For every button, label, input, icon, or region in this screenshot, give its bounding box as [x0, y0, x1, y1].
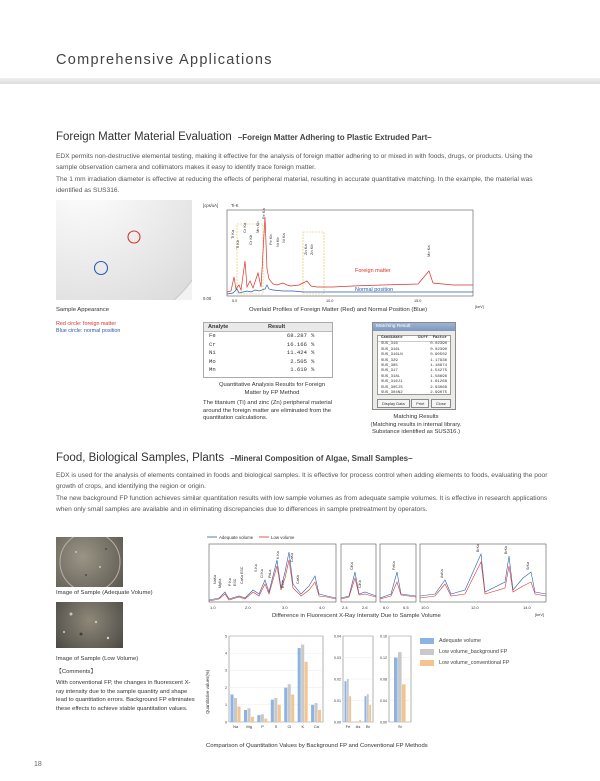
xray-x-tick: 2.6: [362, 605, 368, 610]
peak-label: Cr Ka: [242, 222, 247, 233]
xray-x-tick: 1.0: [210, 605, 216, 610]
sample-low-caption: Image of Sample (Low Volume): [56, 656, 139, 662]
bar-ca-2: [318, 710, 321, 722]
bar-category-label: Fe: [345, 724, 351, 729]
sample-adequate-texture: [56, 537, 123, 587]
bar-y-tick: 3: [225, 668, 227, 673]
xray-peak-label: BrKa: [476, 544, 480, 552]
table-row: [207, 341, 316, 350]
xray-peak-label: CaKa ESC: [240, 566, 244, 584]
bar-p-0: [257, 715, 260, 722]
bar-y-tick: 1: [225, 703, 227, 708]
bar-br-0: [365, 696, 367, 722]
sample-photo: [56, 200, 192, 300]
red-circle-note: Red circle: foreign matter: [56, 321, 117, 327]
bar-p-1: [261, 714, 264, 722]
page-title: Comprehensive Applications: [56, 52, 273, 68]
spectrum-y-unit: [cps/uA]: [203, 203, 219, 208]
analyte-cell: Mn: [209, 366, 216, 373]
peak-label: Mo Ka: [426, 245, 431, 257]
bar-na-1: [234, 698, 237, 722]
candidate-name: SUS_305JS: [381, 385, 403, 390]
xray-peak-label: ClKa: [350, 562, 354, 570]
result-cell: 11.424: [286, 349, 307, 356]
bar-mg-0: [244, 710, 247, 722]
result-cell: 1.619: [290, 366, 307, 373]
page-number: 18: [34, 761, 42, 768]
display-data-button[interactable]: Display Data: [377, 399, 410, 408]
xray-peak-label: S Ka: [254, 564, 258, 572]
bar-y-tick: 4: [225, 651, 227, 656]
xray-x-tick: 3.0: [282, 605, 288, 610]
quant-comparison-chart: [203, 630, 415, 738]
title-divider: [0, 78, 600, 84]
xray-peak-label: K Kb: [281, 580, 285, 588]
xray-peak-label: P Ka: [228, 578, 232, 586]
section2-subtitle: –Mineral Composition of Algae, Small Samples–: [230, 454, 413, 463]
sample-low-texture: [56, 602, 123, 648]
legend-label: Low volume_conventional FP: [439, 659, 510, 666]
section2-para1: EDX is used for the analysis of elements contained in foods and biological samples. It is effective for process control when adding elements to foods, evaluating the poor growth of crops, and identifying the region or origin.: [56, 472, 548, 491]
section2-heading: [56, 452, 413, 464]
candidate-factor: 1.18874: [430, 364, 447, 369]
xray-peak-label: AsKa: [440, 569, 444, 578]
peak-label: Mn Kb: [255, 221, 260, 233]
xray-peak-label: SrKa: [526, 562, 530, 570]
matching-caption-title: Matching Results: [393, 414, 439, 420]
bar-fe-2: [349, 696, 351, 722]
table-row: [207, 332, 316, 341]
xray-peak-label: NaKa: [213, 575, 217, 584]
section1-heading: [56, 131, 432, 143]
bar-y-tick: 0.04: [334, 634, 341, 639]
candidate-factor: 0.90502: [430, 353, 447, 358]
candidate-name: SUS_317: [381, 369, 398, 374]
xray-peak-label: Cl Ka: [260, 569, 264, 578]
unit-cell: %: [311, 332, 315, 339]
xray-peak-label: CaKb: [296, 575, 300, 584]
candidate-name: SUS_316L: [381, 347, 401, 352]
bar-br-2: [369, 705, 371, 722]
bar-s-2: [278, 705, 281, 722]
xray-peak-label: PbLa: [268, 569, 272, 578]
legend-swatch: [420, 660, 434, 666]
close-button[interactable]: Close: [431, 399, 451, 408]
peak-label: Zn Ka: [303, 244, 308, 255]
spectrum-x-unit: [keV]: [475, 305, 484, 309]
xray-x-tick: 10.0: [421, 605, 429, 610]
comments-text: With conventional FP, the changes in fluorescent X-ray intensity due to the sample quantity and shape lead to quantitation errors. Background FP eliminates these effects to achieve stable quantitation values.: [56, 680, 195, 712]
legend-normal-position: Normal position: [355, 287, 394, 293]
matching-list: [377, 335, 451, 395]
table-row: [207, 358, 316, 367]
peak-label: Zn Kb: [309, 244, 314, 255]
candidate-name: SUS_316J1: [381, 380, 403, 385]
candidate-name: SUS_304N2: [381, 391, 403, 396]
xray-peak-label: K Ka: [276, 551, 280, 559]
blue-circle-note: Blue circle: normal position: [56, 328, 121, 334]
xray-intensity-chart: [205, 532, 550, 622]
matching-caption-line2: (Matching results in internal library.: [370, 421, 462, 428]
result-cell: 16.166: [286, 340, 307, 348]
quant-note: The titanium (Ti) and zinc (Zn) peripheral material around the foreign matter are eliminated from the quantitation calculations.: [203, 400, 333, 422]
bar-na-0: [231, 694, 234, 722]
bar-sr-0: [394, 658, 398, 723]
candidate-factor: 1.58696: [430, 374, 447, 379]
bar-category-label: Na: [233, 724, 239, 729]
bar-y-tick: 0.02: [334, 677, 341, 682]
result-cell: 2.505: [290, 357, 307, 365]
bar-mg-2: [251, 717, 254, 722]
legend-swatch: [420, 638, 434, 644]
xray-panel-3: [380, 544, 416, 602]
bar-k-0: [298, 648, 301, 722]
legend-background-fp: [420, 646, 560, 657]
legend-label: Adequate volume: [439, 637, 481, 644]
quant-legend: [420, 635, 560, 668]
bar-y-tick: 2: [225, 685, 227, 690]
section1-subtitle: –Foreign Matter Adhering to Plastic Extruded Part–: [237, 133, 432, 142]
peak-label: Fe Kb: [268, 234, 273, 245]
bar-ca-1: [315, 703, 318, 722]
quant-results-table: [203, 322, 333, 378]
quant-table-header: [204, 323, 332, 332]
candidate-factor: 1.54275: [430, 369, 447, 374]
legend-adequate-label: Adequate volume: [219, 535, 254, 540]
bar-mg-1: [247, 708, 250, 722]
bar-category-label: As: [355, 724, 361, 729]
spectrum-x-tick: 5.0: [232, 299, 238, 303]
sample-adequate-image: [56, 537, 123, 587]
peak-label: Ni Kb: [275, 237, 280, 247]
candidate-name: SUS_316LN: [381, 353, 403, 358]
bar-y-tick: 0.00: [334, 720, 341, 725]
candidate-factor: 2.99075: [430, 391, 447, 396]
col-factor: Diff. Factor: [418, 336, 447, 340]
candidate-factor: 0.02390: [430, 342, 447, 347]
peak-label: Cr Kb: [248, 234, 253, 245]
bar-y-tick: 0: [225, 720, 227, 725]
xray-peak-label: ESC: [233, 578, 237, 586]
section2-para2: The new background FP function achieves similar quantitation results with low sample volumes as from adequate sample volumes. It is effective in research applications when only small samples are available and in eliminating discrepancies due to differences in sample pretreatment by operators.: [56, 495, 548, 514]
section1-title: Foreign Matter Material Evaluation: [56, 131, 232, 143]
analyte-cell: Fe: [209, 332, 216, 339]
bar-y-tick: 0.12: [380, 655, 387, 660]
candidate-factor: 1.61268: [430, 380, 447, 385]
bar-ca-0: [311, 705, 314, 722]
matching-result-window: [372, 322, 456, 410]
spectrum-x-tick: 15.0: [414, 299, 422, 303]
result-cell: 68.287: [286, 332, 307, 339]
candidate-factor: 0.02390: [430, 347, 447, 352]
matching-caption: [356, 414, 476, 437]
analyte-cell: Cr: [209, 340, 216, 348]
legend-conventional-fp: [420, 657, 560, 668]
spectrum-caption: Overlaid Profiles of Foreign Matter (Red) and Normal Position (Blue): [249, 307, 428, 313]
bar-category-label: Cl: [287, 724, 292, 729]
bar-cl-1: [288, 684, 291, 722]
peak-label: Ti Kb: [235, 239, 240, 249]
bar-y-tick: 5: [225, 634, 227, 639]
list-item[interactable]: [378, 391, 450, 396]
peak-label: Ti Ka: [230, 229, 235, 239]
bar-y-tick: 0.04: [380, 698, 387, 703]
table-row: [207, 349, 316, 358]
xray-x-tick: 6.0: [383, 605, 389, 610]
xray-x-tick: 2.0: [245, 605, 251, 610]
matching-window-title: Matching Result: [373, 323, 455, 331]
peak-label: Ni Ka: [281, 233, 286, 243]
bar-k-2: [305, 662, 308, 722]
unit-cell: %: [311, 340, 315, 348]
col-candidate: Candidate: [381, 336, 403, 340]
spectrum-x-tick: 10.0: [326, 299, 334, 303]
bar-s-1: [274, 698, 277, 722]
xray-peak-label: FeKa: [392, 561, 396, 570]
bar-sr-2: [402, 684, 406, 722]
peak-label: Fe Ka: [261, 208, 266, 219]
bar-br-1: [367, 694, 369, 722]
col-result: Result: [268, 324, 286, 330]
quant-y-label: Quantitative values(%): [205, 669, 210, 714]
bar-category-label: Sr: [398, 724, 402, 729]
comments-title: 【Comments】: [56, 669, 97, 675]
xray-x-tick: 2.4: [342, 605, 348, 610]
candidate-factor: 2.93068: [430, 385, 447, 390]
xray-x-tick: 4.0: [319, 605, 325, 610]
bar-y-tick: 0.16: [380, 634, 387, 639]
candidate-name: SUS_316: [381, 342, 398, 347]
legend-foreign-matter: Foreign matter: [355, 268, 391, 274]
bar-fe-0: [345, 681, 347, 722]
xray-caption: Difference in Fluorescent X-Ray Intensity Due to Sample Volume: [272, 613, 441, 619]
bar-category-label: Ca: [313, 724, 319, 729]
sample-appearance-image: [56, 200, 192, 300]
bar-k-1: [301, 645, 304, 722]
legend-label: Low volume_background FP: [439, 648, 508, 655]
unit-cell: %: [311, 366, 315, 373]
bar-category-label: S: [274, 724, 278, 729]
bar-y-tick: 0.03: [334, 655, 341, 660]
xray-panel-1: [209, 544, 336, 602]
xray-x-tick: 12.0: [471, 605, 479, 610]
xray-x-tick: 6.5: [403, 605, 409, 610]
bar-category-label: Mg: [246, 724, 252, 729]
quant-caption: Quantitative Analysis Results for Foreign Matter by FP Method: [218, 382, 326, 396]
bar-p-2: [264, 719, 267, 722]
legend-adequate: [420, 635, 560, 646]
candidate-name: SUS_318L: [381, 374, 401, 379]
candidate-name: SUS_385: [381, 364, 398, 369]
sample-adequate-caption: Image of Sample (Adequate Volume): [56, 590, 153, 596]
matching-buttons: [373, 399, 455, 408]
xray-peak-label: BrKb: [504, 546, 508, 554]
xray-x-unit: [keV]: [535, 612, 545, 617]
col-analyte: Analyte: [208, 324, 229, 330]
section1-para2: The 1 mm irradiation diameter is effective at reducing the effects of peripheral material, resulting in accurate quantitative matching. In the example, the material was identified as SUS316.: [56, 176, 533, 195]
sample-appearance-caption: Sample Appearance: [56, 307, 110, 313]
overlaid-spectrum-chart: [203, 199, 489, 313]
legend-low-label: Low volume: [271, 535, 295, 540]
bar-cl-2: [291, 694, 294, 722]
unit-cell: %: [311, 349, 315, 356]
spectrum-y-bottom: 0.00: [203, 296, 212, 301]
bar-y-tick: 0.01: [334, 698, 341, 703]
xray-peak-label: ClKb: [358, 580, 362, 588]
bar-na-2: [237, 707, 240, 722]
bar-category-label: Br: [366, 724, 370, 729]
section2-title: Food, Biological Samples, Plants: [56, 452, 225, 464]
section1-para1: EDX permits non-destructive elemental testing, making it effective for the analysis of foreign matter adhering to or mixed in with foods, drugs, or products. Using the sample observation camera and collimators makes it easy to identify trace foreign matter.: [56, 153, 533, 172]
quant-comparison-caption: Comparison of Quantitation Values by Background FP and Conventional FP Methods: [206, 743, 428, 749]
analyte-cell: Mo: [209, 357, 216, 365]
legend-swatch: [420, 649, 434, 655]
bar-as-2: [359, 720, 361, 722]
bar-category-label: P: [261, 724, 264, 729]
sample-low-image: [56, 602, 123, 648]
bar-cl-0: [284, 688, 287, 722]
matching-caption-line3: Substance identified as SUS316.): [371, 429, 461, 436]
xray-x-tick: 14.0: [523, 605, 531, 610]
xray-peak-label: MgKa: [218, 578, 222, 588]
bar-sr-1: [398, 652, 402, 722]
bar-y-tick: 0.08: [380, 677, 387, 682]
table-row: [207, 366, 316, 375]
bar-fe-1: [347, 679, 349, 722]
candidate-factor: 1.17936: [430, 358, 447, 363]
spectrum-y-top: Ti-K: [231, 203, 239, 208]
candidate-name: SUS_329: [381, 358, 398, 363]
print-button[interactable]: Print: [411, 399, 429, 408]
analyte-cell: Ni: [209, 349, 216, 356]
bar-y-tick: 0.00: [380, 720, 387, 725]
bar-s-0: [271, 700, 274, 722]
bar-category-label: K: [301, 724, 305, 729]
unit-cell: %: [311, 357, 315, 365]
xray-peak-label: CaKa: [290, 553, 294, 562]
